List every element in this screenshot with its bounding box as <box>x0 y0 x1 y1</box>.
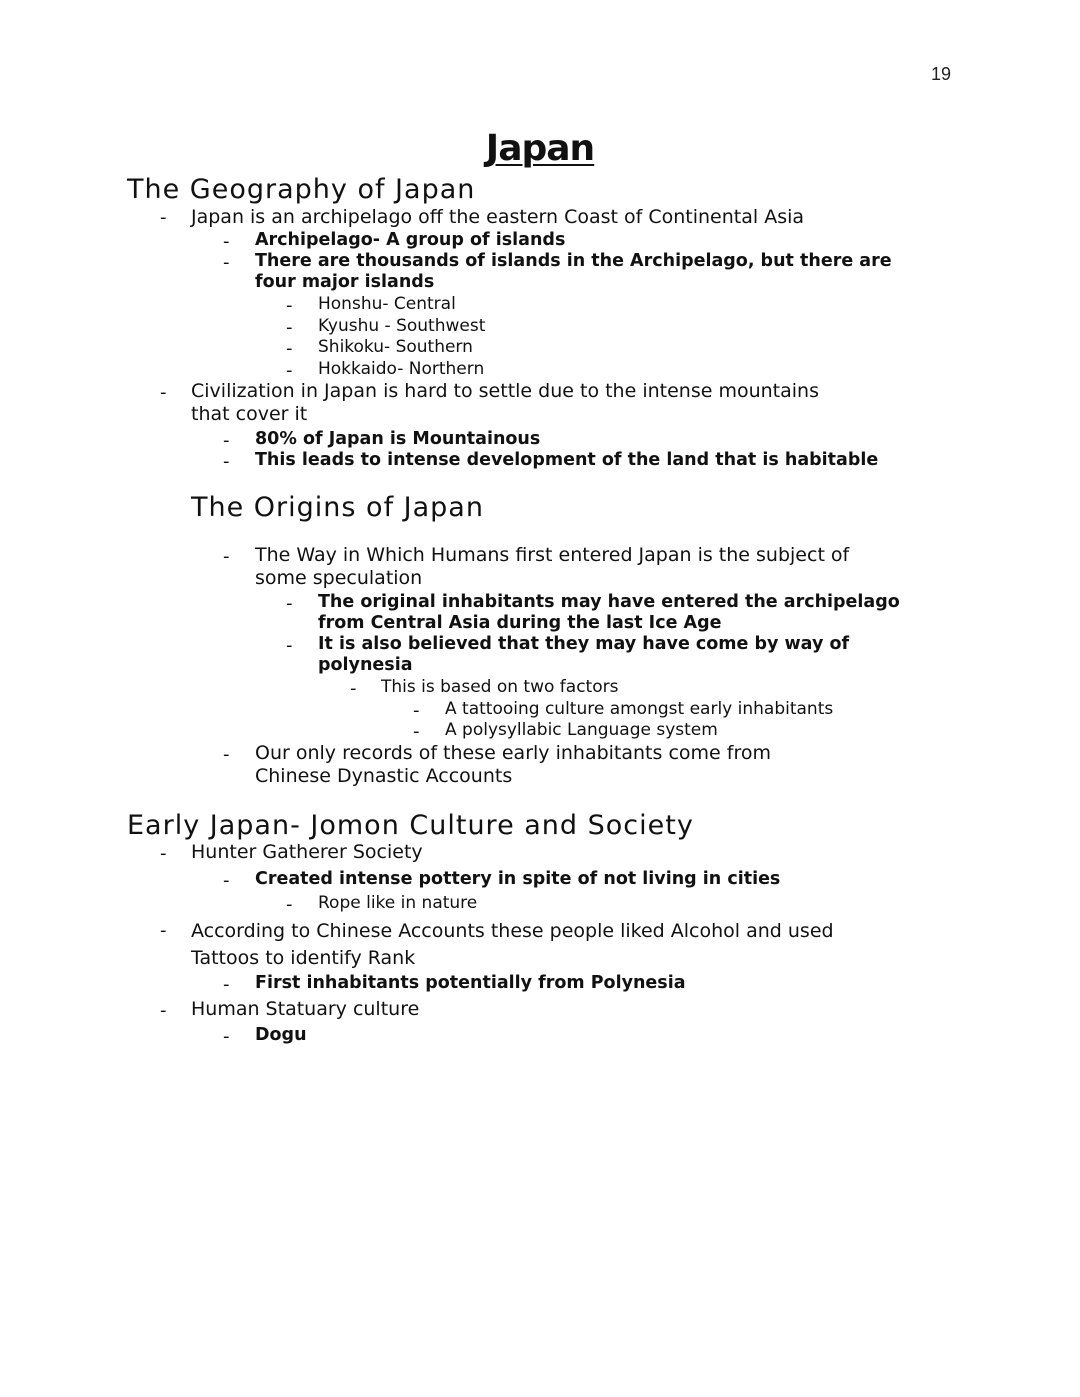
bullet-dash: - <box>223 744 230 765</box>
list-item <box>255 742 771 788</box>
bullet-dash: - <box>286 295 293 316</box>
list-item <box>318 634 849 676</box>
list-item <box>255 251 892 293</box>
bullet-dash: - <box>160 843 167 864</box>
list-item: Honshu- Central <box>318 294 456 314</box>
list-item: First inhabitants potentially from Polynesia <box>255 973 686 993</box>
list-item-line: some speculation <box>255 567 423 589</box>
bullet-dash: - <box>160 382 167 403</box>
list-item-line: Chinese Dynastic Accounts <box>255 765 513 787</box>
list-item-line: The original inhabitants may have entered the archipelago <box>318 592 900 612</box>
list-item-line: four major islands <box>255 272 435 292</box>
list-item: Archipelago- A group of islands <box>255 230 566 250</box>
list-item: This is based on two factors <box>381 677 619 697</box>
list-item: Kyushu - Southwest <box>318 316 486 336</box>
list-item: Rope like in nature <box>318 893 478 913</box>
section-heading-jomon: Early Japan- Jomon Culture and Society <box>127 810 694 841</box>
bullet-dash: - <box>223 870 230 891</box>
list-item <box>255 544 849 590</box>
list-item: Hunter Gatherer Society <box>191 841 423 863</box>
bullet-dash: - <box>223 231 230 252</box>
bullet-dash: - <box>160 920 167 941</box>
bullet-dash: - <box>160 1000 167 1021</box>
list-item-line: that cover it <box>191 403 308 425</box>
page-title: Japan <box>485 128 595 169</box>
list-item: 80% of Japan is Mountainous <box>255 429 541 449</box>
list-item: This leads to intense development of the land that is habitable <box>255 450 879 470</box>
bullet-dash: - <box>286 635 293 656</box>
bullet-dash: - <box>223 1026 230 1047</box>
section-heading-origins: The Origins of Japan <box>191 492 484 523</box>
bullet-dash: - <box>413 700 420 721</box>
list-item: A polysyllabic Language system <box>445 720 718 740</box>
list-item: Created intense pottery in spite of not living in cities <box>255 869 781 889</box>
list-item <box>191 380 819 426</box>
bullet-dash: - <box>286 593 293 614</box>
bullet-dash: - <box>413 721 420 742</box>
list-item-line: Our only records of these early inhabitants come from <box>255 742 771 764</box>
list-item-line: There are thousands of islands in the Archipelago, but there are <box>255 251 892 271</box>
bullet-dash: - <box>350 678 357 699</box>
list-item: Human Statuary culture <box>191 998 420 1020</box>
bullet-dash: - <box>160 207 167 228</box>
page-number: 19 <box>931 64 952 84</box>
list-item: A tattooing culture amongst early inhabitants <box>445 699 834 719</box>
list-item: Shikoku- Southern <box>318 337 473 357</box>
list-item-line: According to Chinese Accounts these people liked Alcohol and used <box>191 920 834 942</box>
section-heading-geography: The Geography of Japan <box>127 174 476 205</box>
bullet-dash: - <box>286 894 293 915</box>
list-item-line: polynesia <box>318 655 413 675</box>
bullet-dash: - <box>286 317 293 338</box>
list-item-line: The Way in Which Humans first entered Japan is the subject of <box>255 544 850 566</box>
list-item <box>318 592 900 634</box>
bullet-dash: - <box>286 360 293 381</box>
list-item: Japan is an archipelago off the eastern Coast of Continental Asia <box>191 206 805 228</box>
list-item: Dogu <box>255 1025 307 1045</box>
bullet-dash: - <box>223 430 230 451</box>
list-item-line: It is also believed that they may have come by way of <box>318 634 850 654</box>
bullet-dash: - <box>223 546 230 567</box>
list-item-line: Civilization in Japan is hard to settle due to the intense mountains <box>191 380 819 402</box>
bullet-dash: - <box>223 252 230 273</box>
bullet-dash: - <box>223 451 230 472</box>
list-item <box>191 918 834 972</box>
bullet-dash: - <box>286 338 293 359</box>
list-item-line: from Central Asia during the last Ice Age <box>318 613 722 633</box>
list-item: Hokkaido- Northern <box>318 359 485 379</box>
bullet-dash: - <box>223 974 230 995</box>
list-item-line: Tattoos to identify Rank <box>191 947 416 969</box>
